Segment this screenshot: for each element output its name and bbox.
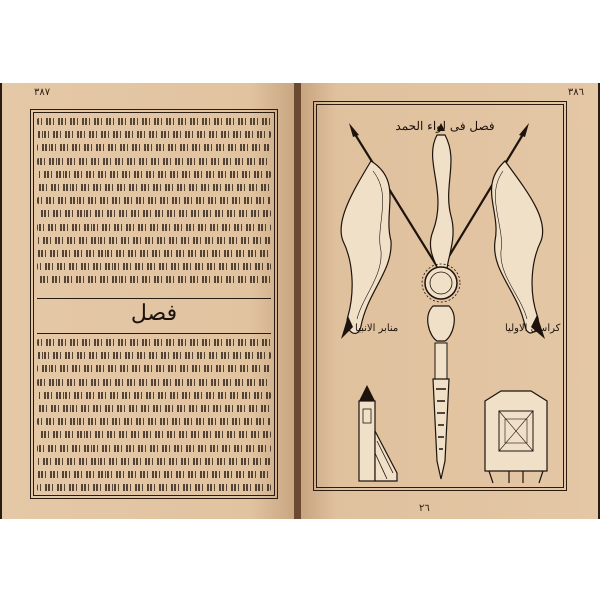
script-strokes xyxy=(37,210,271,217)
text-block-top xyxy=(37,115,271,295)
script-line xyxy=(37,349,271,362)
left-banner-icon xyxy=(341,123,443,339)
script-strokes xyxy=(37,250,271,257)
script-strokes xyxy=(37,484,271,491)
script-line xyxy=(37,155,271,168)
script-line xyxy=(37,428,271,441)
script-line xyxy=(37,415,271,428)
script-strokes xyxy=(37,339,271,346)
script-line xyxy=(37,234,271,247)
script-strokes xyxy=(37,118,271,125)
script-strokes xyxy=(37,131,271,138)
script-strokes xyxy=(37,158,271,165)
script-line xyxy=(37,336,271,349)
script-line xyxy=(37,115,271,128)
script-strokes xyxy=(37,405,271,412)
minbar-label: منابر الانبيا xyxy=(355,323,399,334)
script-line xyxy=(37,468,271,481)
script-line xyxy=(37,455,271,468)
script-line xyxy=(37,194,271,207)
script-line xyxy=(37,207,271,220)
script-strokes xyxy=(37,418,271,425)
script-line xyxy=(37,128,271,141)
script-strokes xyxy=(37,197,271,204)
section-heading-band xyxy=(37,298,271,334)
script-strokes xyxy=(37,379,271,386)
script-strokes xyxy=(37,392,271,399)
script-strokes xyxy=(37,458,271,465)
script-line xyxy=(37,481,271,494)
script-line xyxy=(37,376,271,389)
script-line xyxy=(37,221,271,234)
central-shaft-icon xyxy=(428,306,454,479)
minbar-icon xyxy=(359,385,397,481)
text-frame xyxy=(30,109,278,499)
script-line xyxy=(37,247,271,260)
banner-illustration xyxy=(313,101,567,491)
script-strokes xyxy=(37,471,271,478)
book-gutter xyxy=(294,83,301,519)
script-line xyxy=(37,389,271,402)
script-line xyxy=(37,273,271,286)
script-strokes xyxy=(37,365,271,372)
illustration-heading: فصل فى لواء الحمد xyxy=(395,119,495,133)
footer-mark: ٢٦ xyxy=(419,503,430,514)
script-line xyxy=(37,141,271,154)
script-strokes xyxy=(37,237,271,244)
section-heading: فصل xyxy=(130,301,178,326)
script-line xyxy=(37,442,271,455)
left-page xyxy=(2,83,294,519)
script-line xyxy=(37,260,271,273)
script-strokes xyxy=(37,431,271,438)
script-line xyxy=(37,402,271,415)
script-strokes xyxy=(37,184,271,191)
script-line xyxy=(37,181,271,194)
throne-icon xyxy=(485,391,547,483)
script-strokes xyxy=(37,224,271,231)
central-banner-icon xyxy=(422,123,460,302)
script-strokes xyxy=(37,352,271,359)
page-number: ٣٨٧ xyxy=(34,87,51,98)
script-strokes xyxy=(37,276,271,283)
page-number: ٣٨٦ xyxy=(567,87,584,98)
script-strokes xyxy=(37,171,271,178)
script-line xyxy=(37,168,271,181)
book-spread xyxy=(0,83,600,519)
script-line xyxy=(37,362,271,375)
text-block-bottom xyxy=(37,336,271,494)
script-strokes xyxy=(37,263,271,270)
script-strokes xyxy=(37,445,271,452)
right-page xyxy=(301,83,598,519)
throne-label: كراسى الاوليا xyxy=(505,323,561,334)
script-strokes xyxy=(37,144,271,151)
